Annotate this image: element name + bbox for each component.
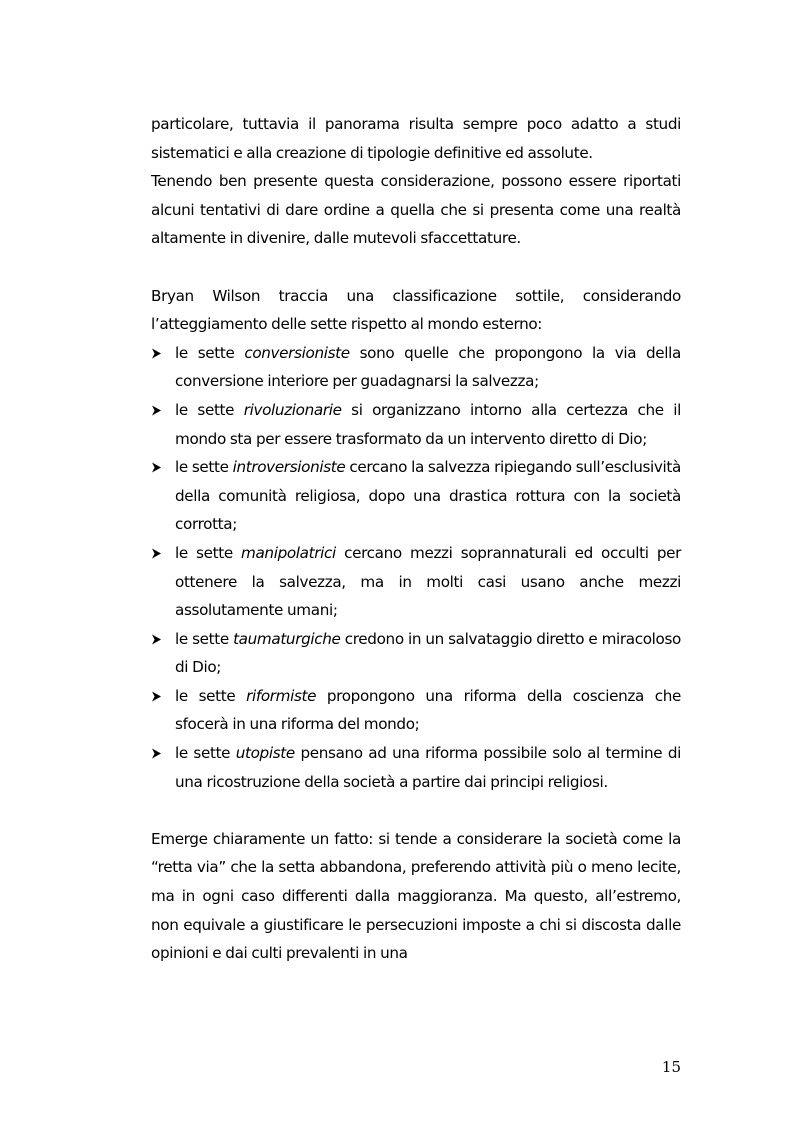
list-item-text: sono quelle che propongono la via della conversione interiore per guadagnarsi la salvezza; (175, 343, 681, 391)
page-number: 15 (661, 1058, 681, 1076)
intro-paragraph-2: Tenendo ben presente questa considerazione, possono essere riportati alcuni tentativi di dare ordine a quella che si presenta come una realtà altamente in divenire, dalle mutevoli sfaccettature. (151, 172, 681, 248)
list-item-term: introversioniste (232, 458, 346, 477)
arrowhead-bullet-icon (151, 348, 162, 359)
list-item-term: utopiste (235, 744, 295, 763)
list-item-term: rivoluzionarie (243, 400, 342, 419)
list-item-prefix: le sette (175, 343, 245, 362)
sect-classification-list (151, 339, 681, 797)
list-item-text: propongono una riforma della coscienza che sfocerà in una riforma del mondo; (175, 686, 681, 734)
list-item (151, 453, 681, 539)
list-item-prefix: le sette (175, 629, 234, 648)
arrowhead-bullet-icon (151, 748, 162, 759)
list-item-term: taumaturgiche (233, 629, 341, 648)
list-item-prefix: le sette (175, 458, 233, 477)
paragraph-gap (151, 253, 681, 282)
list-item (151, 396, 681, 453)
wilson-intro-paragraph: Bryan Wilson traccia una classificazione sottile, considerando l’atteggiamento delle sette rispetto al mondo esterno: (151, 286, 681, 334)
arrowhead-bullet-icon (151, 634, 162, 645)
arrowhead-bullet-icon (151, 405, 162, 416)
list-item-text: cercano la salvezza ripiegando sull’esclusività della comunità religiosa, dopo una drastica rottura con la società corrotta; (175, 458, 681, 534)
list-item-text: si organizzano intorno alla certezza che il mondo sta per essere trasformato da un intervento diretto di Dio; (175, 400, 681, 448)
page-body (151, 110, 681, 968)
list-item (151, 682, 681, 739)
list-item-text: pensano ad una riforma possibile solo al termine di una ricostruzione della società a partire dai principi religiosi. (175, 744, 681, 791)
list-item (151, 339, 681, 396)
list-item-prefix: le sette (175, 744, 236, 763)
list-item-prefix: le sette (175, 686, 247, 705)
list-item-text: credono in un salvataggio diretto e miracoloso di Dio; (175, 629, 681, 677)
arrowhead-bullet-icon (151, 462, 162, 473)
intro-paragraph-1: particolare, tuttavia il panorama risulta sempre poco adatto a studi sistematici e alla creazione di tipologie definitive ed assolute. (151, 115, 681, 162)
list-item (151, 739, 681, 796)
list-item-term: riformiste (246, 686, 317, 705)
list-item (151, 539, 681, 625)
list-item-prefix: le sette (175, 543, 242, 562)
list-item-prefix: le sette (175, 400, 244, 419)
paragraph-gap (151, 796, 681, 825)
arrowhead-bullet-icon (151, 548, 162, 559)
arrowhead-bullet-icon (151, 691, 162, 702)
list-item-text: cercano mezzi soprannaturali ed occulti per ottenere la salvezza, ma in molti casi usano anche mezzi assolutamente umani; (175, 543, 681, 620)
list-item-term: manipolatrici (241, 543, 336, 562)
list-item-term: conversioniste (244, 343, 350, 362)
list-item (151, 625, 681, 682)
conclusion-paragraph: Emerge chiaramente un fatto: si tende a considerare la società come la “retta via” che la setta abbandona, preferendo attività più o meno lecite, ma in ogni caso differenti dalla maggioranza. Ma questo, all’estremo, non equivale a giustificare le persecuzioni imposte a chi si discosta dalle opinioni e dai culti prevalenti in una (151, 829, 681, 963)
